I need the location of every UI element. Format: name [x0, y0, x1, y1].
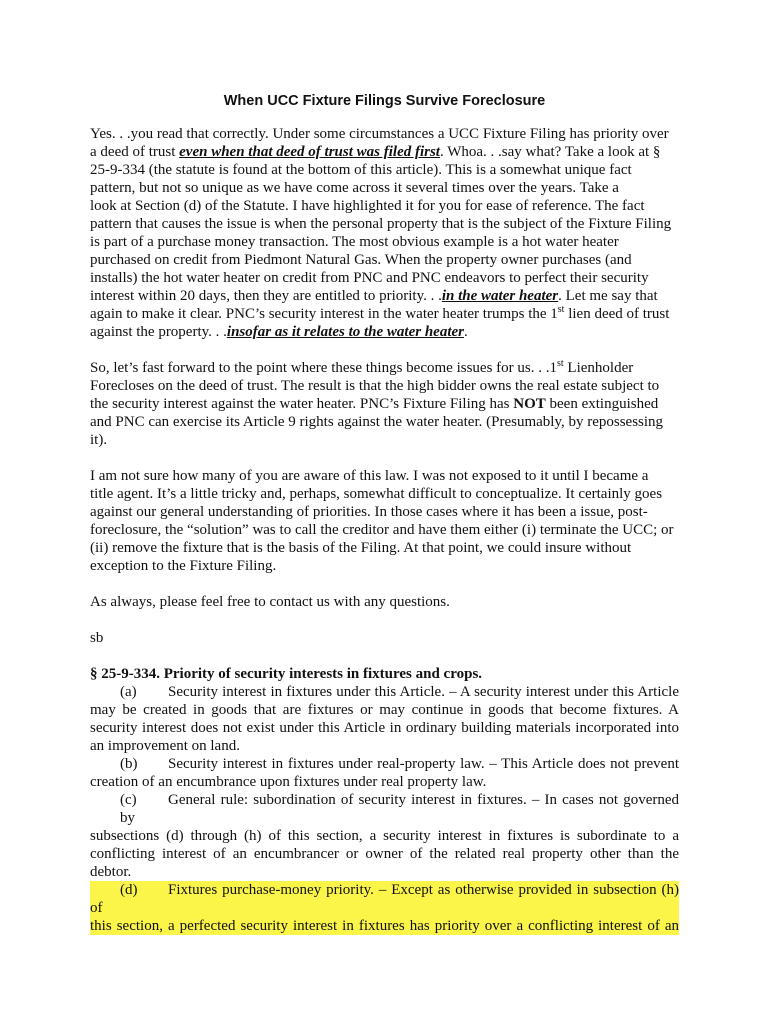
highlighted-statute-line: this section, a perfected security interest in fixtures has priority over a conflicting interest of an	[90, 918, 679, 934]
document-title: When UCC Fixture Filings Survive Foreclosure	[223, 93, 546, 109]
text-run: been extinguished	[545, 396, 659, 412]
subsection-label: (c)	[120, 792, 137, 808]
text-run: the security interest against the water heater. PNC’s Fixture Filing has	[90, 396, 514, 412]
foreclosure-paragraph	[90, 359, 679, 449]
text-run: again to make it clear. PNC’s security interest in the water heater trumps the 1	[90, 306, 558, 322]
text-run: .	[464, 324, 468, 340]
statute-line: subsections (d) through (h) of this section, a security interest in fixtures is subordinate to a	[90, 828, 679, 844]
text-line: I am not sure how many of you are aware of this law. I was not exposed to it until I became a	[90, 468, 649, 484]
text-line: As always, please feel free to contact us with any questions.	[90, 594, 450, 610]
text-line: it).	[90, 432, 108, 448]
text-run: Fixtures purchase-money priority. – Except as otherwise provided in subsection (h) of	[90, 882, 679, 916]
highlighted-statute-line	[90, 881, 679, 917]
emphasis-filed-first: even when that deed of trust was filed first	[179, 144, 440, 160]
emphasis-insofar: insofar as it relates to the water heater	[226, 324, 464, 340]
intro-paragraph	[90, 125, 679, 341]
statute-section	[90, 665, 679, 935]
awareness-paragraph	[90, 467, 679, 575]
subsection-label: (d)	[120, 882, 138, 898]
text-line: Yes. . .you read that correctly. Under some circumstances a UCC Fixture Filing has priority over	[90, 126, 669, 142]
bold-not: NOT	[513, 396, 546, 412]
text-run: a deed of trust	[90, 144, 180, 160]
statute-line: debtor.	[90, 864, 132, 880]
statute-line: creation of an encumbrance upon fixtures under real property law.	[90, 774, 487, 790]
text-line	[90, 323, 679, 341]
closing-paragraph	[90, 593, 679, 611]
text-run: lien deed of trust	[564, 306, 670, 322]
statute-line: may be created in goods that are fixtures or may continue in goods that become fixtures. A	[90, 702, 679, 718]
text-line: pattern that causes the issue is when the personal property that is the subject of the Fixture Filing	[90, 216, 672, 232]
statute-line: conflicting interest of an encumbrancer or owner of the related real property other than the	[90, 846, 679, 862]
text-line: Forecloses on the deed of trust. The result is that the high bidder owns the real estate subject to	[90, 378, 660, 394]
statute-line	[90, 683, 679, 701]
text-line: and PNC can exercise its Article 9 rights against the water heater. (Presumably, by repossessing	[90, 414, 664, 430]
text-run: . Whoa. . .say what? Take a look at §	[439, 144, 661, 160]
text-line: is part of a purchase money transaction. The most obvious example is a hot water heater	[90, 234, 619, 250]
text-line: (ii) remove the fixture that is the basis of the Filing. At that point, we could insure without	[90, 540, 632, 556]
text-run: So, let’s fast forward to the point where these things become issues for us. . .1	[90, 360, 557, 376]
text-line: exception to the Fixture Filing.	[90, 558, 277, 574]
statute-line	[90, 755, 679, 773]
emphasis-water-heater: in the water heater	[441, 288, 559, 304]
text-run: Lienholder	[563, 360, 634, 376]
text-line: pattern, but not so unique as we have come across it several times over the years. Take a	[90, 180, 619, 196]
text-line	[90, 287, 679, 305]
subsection-label: (a)	[120, 684, 137, 700]
text-line: look at Section (d) of the Statute. I have highlighted it for you for ease of reference. The fact	[90, 198, 645, 214]
text-run: Security interest in fixtures under real-property law. – This Article does not prevent	[168, 756, 679, 772]
text-line	[90, 395, 679, 413]
text-line: purchased on credit from Piedmont Natural Gas. When the property owner purchases (and	[90, 252, 632, 268]
text-run: . Let me say that	[558, 288, 658, 304]
document-page	[90, 92, 679, 935]
ordinal-superscript: st	[557, 304, 565, 315]
text-line	[90, 143, 679, 161]
subsection-label: (b)	[120, 756, 138, 772]
text-line: 25-9-334 (the statute is found at the bottom of this article). This is a somewhat unique fact	[90, 162, 632, 178]
text-run: General rule: subordination of security interest in fixtures. – In cases not governed by	[120, 792, 679, 826]
signature: sb	[90, 630, 104, 646]
text-line: installs) the hot water heater on credit from PNC and PNC endeavors to perfect their security	[90, 270, 649, 286]
text-line	[90, 359, 679, 377]
text-line: against our general understanding of priorities. In those cases where it has been a issue, post-	[90, 504, 648, 520]
text-run: against the property. . .	[90, 324, 227, 340]
text-line: title agent. It’s a little tricky and, perhaps, somewhat difficult to conceptualize. It certainly goes	[90, 486, 663, 502]
statute-line: an improvement on land.	[90, 738, 240, 754]
statute-line	[90, 791, 679, 827]
text-line: foreclosure, the “solution” was to call the creditor and have them either (i) terminate the UCC; or	[90, 522, 674, 538]
text-run: Security interest in fixtures under this Article. – A security interest under this Article	[168, 684, 679, 700]
statute-heading: § 25-9-334. Priority of security interests in fixtures and crops.	[90, 666, 483, 682]
text-run: interest within 20 days, then they are entitled to priority. . .	[90, 288, 442, 304]
text-line	[90, 305, 679, 323]
ordinal-superscript: st	[557, 358, 564, 369]
statute-line: security interest does not exist under this Article in ordinary building materials incorporated into	[90, 720, 679, 736]
